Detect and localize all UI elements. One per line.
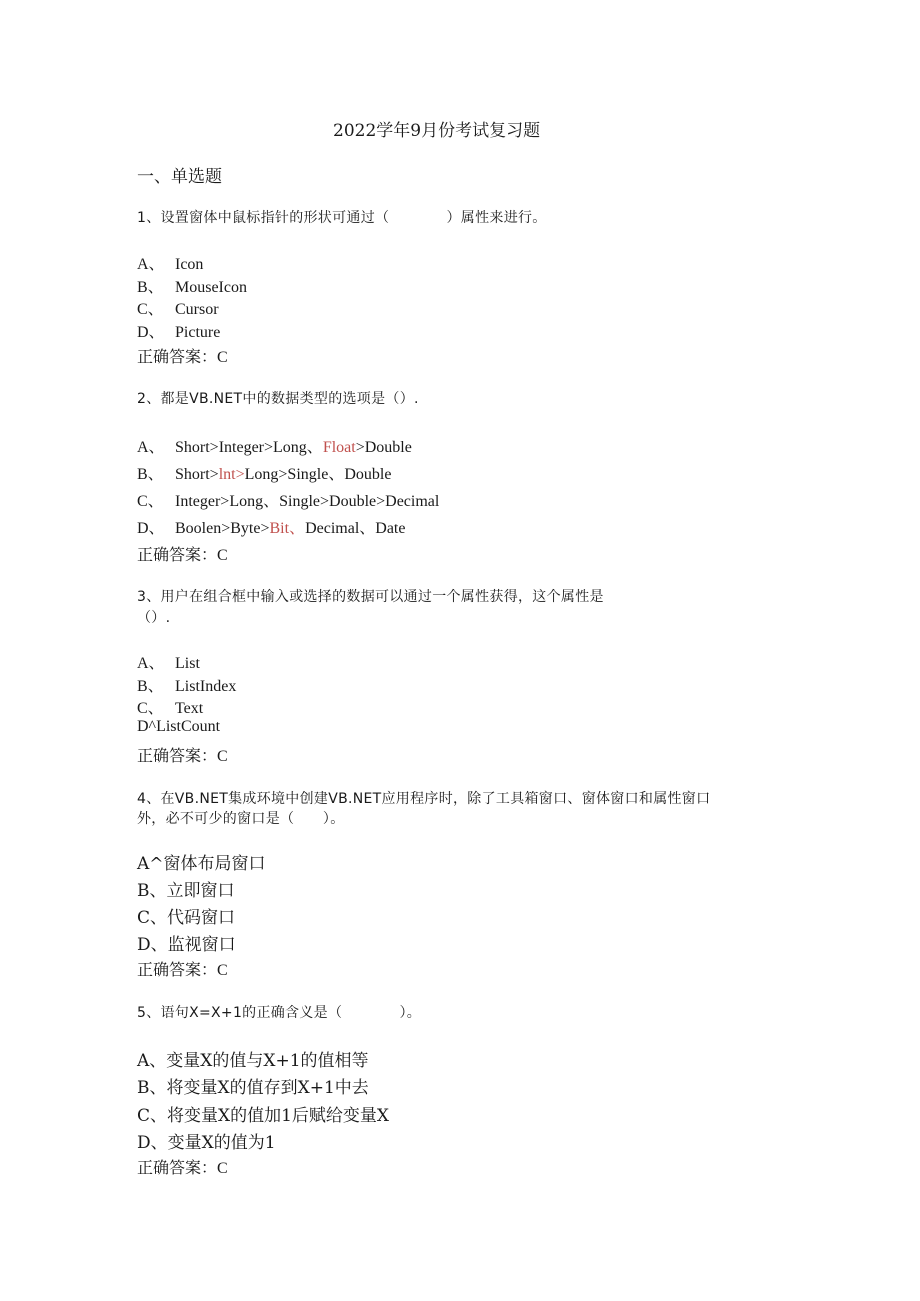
q5-option-c: C、将变量X的值加1后赋给变量X xyxy=(137,1106,390,1126)
option-text: ListIndex xyxy=(175,678,237,695)
q4-option-b: B、立即窗口 xyxy=(137,881,235,901)
question-1-text: 1、设置窗体中鼠标指针的形状可通过（ ）属性来进行。 xyxy=(137,210,547,226)
question-2-text: 2、都是VB.NET中的数据类型的选项是（）. xyxy=(137,391,419,407)
q1-option-d xyxy=(137,319,220,342)
question-4-text-line2: 外，必不可少的窗口是（ ）。 xyxy=(137,811,345,827)
q1-option-a xyxy=(137,251,203,274)
option-text-highlight: Bit、 xyxy=(269,520,306,537)
option-label: B、 xyxy=(137,678,164,695)
q3-option-b xyxy=(137,673,236,696)
option-text: Decimal、Date xyxy=(305,520,406,537)
option-text-highlight: Float xyxy=(322,439,356,456)
option-label: A、 xyxy=(137,439,165,456)
option-label: B、 xyxy=(137,279,164,296)
option-text: Integer>Long、Single>Double>Decimal xyxy=(175,493,440,510)
option-label: A、 xyxy=(137,655,165,672)
option-text: Long>Single、Double xyxy=(244,466,392,483)
option-text: Boolen>Byte> xyxy=(175,520,270,537)
q4-option-a: A^窗体布局窗口 xyxy=(137,854,266,874)
q1-answer: 正确答案：C xyxy=(137,349,228,366)
option-text: List xyxy=(175,655,200,672)
option-text: Short> xyxy=(175,466,219,483)
q5-option-d: D、变量X的值为1 xyxy=(137,1133,276,1153)
q5-option-b: B、将变量X的值存到X+1中去 xyxy=(137,1078,369,1098)
option-text: Icon xyxy=(175,256,204,273)
option-text: MouseIcon xyxy=(175,279,247,296)
option-label: D、 xyxy=(137,520,165,537)
q5-answer: 正确答案：C xyxy=(137,1160,228,1177)
q3-answer: 正确答案：C xyxy=(137,748,228,765)
q2-option-a xyxy=(137,434,412,457)
q4-option-d: D、监视窗口 xyxy=(137,935,236,955)
question-3-text-line1: 3、用户在组合框中输入或选择的数据可以通过一个属性获得，这个属性是 xyxy=(137,589,604,605)
section-heading: 一、单选题 xyxy=(137,167,222,187)
option-text: Text xyxy=(175,700,204,717)
q5-option-a: A、变量X的值与X+1的值相等 xyxy=(137,1051,369,1071)
option-label: D、 xyxy=(137,324,165,341)
option-text: Short>Integer>Long、 xyxy=(175,439,323,456)
option-label: A、 xyxy=(137,256,165,273)
option-label: C、 xyxy=(137,700,164,717)
q4-answer: 正确答案：C xyxy=(137,962,228,979)
option-text: >Double xyxy=(355,439,412,456)
option-label: B、 xyxy=(137,466,164,483)
q3-option-c xyxy=(137,695,203,718)
q4-option-c: C、代码窗口 xyxy=(137,908,236,928)
q3-option-a xyxy=(137,650,200,673)
option-text: Cursor xyxy=(175,301,219,318)
question-5-text: 5、语句X=X+1的正确含义是（ ）。 xyxy=(137,1005,422,1021)
option-text-highlight: lnt> xyxy=(218,466,245,483)
question-3-text-line2: （）. xyxy=(137,610,171,626)
option-text: Picture xyxy=(175,324,221,341)
page-title: 2022学年9月份考试复习题 xyxy=(333,121,541,141)
q3-option-d: D^ListCount xyxy=(137,718,221,735)
q2-answer: 正确答案：C xyxy=(137,547,228,564)
q1-option-b xyxy=(137,274,247,297)
question-4-text-line1: 4、在VB.NET集成环境中创建VB.NET应用程序时，除了工具箱窗口、窗体窗口和属性窗口 xyxy=(137,791,711,807)
q2-option-b xyxy=(137,461,391,484)
option-label: C、 xyxy=(137,493,164,510)
q1-option-c xyxy=(137,296,219,319)
q2-option-c xyxy=(137,488,439,511)
q2-option-d xyxy=(137,515,405,538)
option-label: C、 xyxy=(137,301,164,318)
